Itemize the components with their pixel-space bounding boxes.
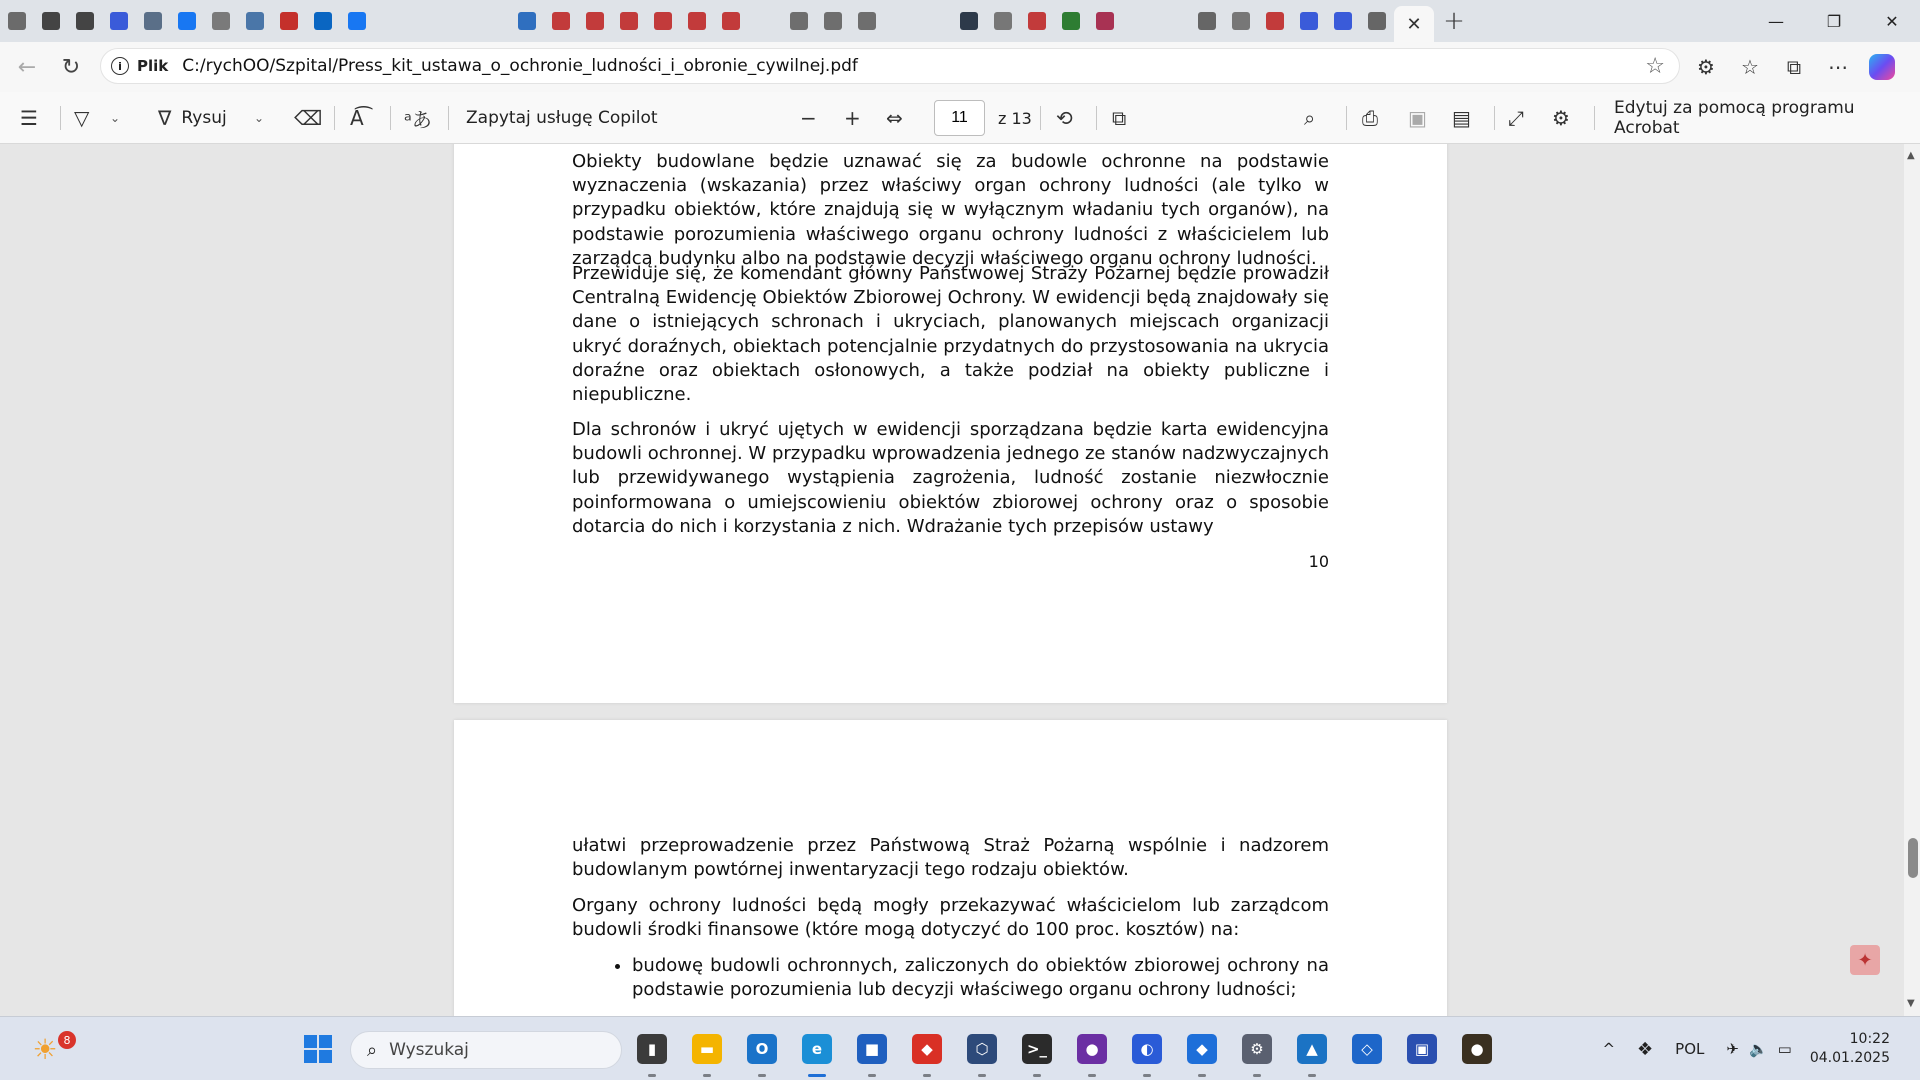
pdf-settings-button[interactable] xyxy=(1552,92,1570,144)
browser-tab[interactable] xyxy=(1122,0,1156,42)
store-icon: ■ xyxy=(857,1034,887,1064)
minimize-button[interactable] xyxy=(1748,0,1804,42)
circle-2-icon xyxy=(1300,12,1318,30)
taskbar-app-file-manager[interactable] xyxy=(628,1017,676,1080)
photos-icon: ▲ xyxy=(1297,1034,1327,1064)
search-button[interactable] xyxy=(1304,92,1315,144)
copilot-button[interactable] xyxy=(1860,47,1904,87)
pdf-page xyxy=(454,144,1447,703)
chevron-down-icon: ⌄ xyxy=(110,111,121,125)
taskbar-app-save-app[interactable] xyxy=(1398,1017,1446,1080)
browser-tab[interactable] xyxy=(306,0,340,42)
collections-button[interactable] xyxy=(1772,47,1816,87)
outlook-icon: O xyxy=(747,1034,777,1064)
page-view-button[interactable] xyxy=(1112,92,1126,144)
translate-button[interactable] xyxy=(404,92,432,144)
minus-icon: − xyxy=(800,106,817,130)
page-view-icon: ⧉ xyxy=(1112,106,1127,130)
page-total: z 13 xyxy=(998,108,1032,128)
new-tab-button[interactable]: + xyxy=(1443,6,1465,36)
browser-tab[interactable] xyxy=(272,0,306,42)
paragraph: Dla schronów i ukryć ujętych w ewidencji sporządzana będzie karta ewidencyjna budowli ochronnej. W przypadku wprowadzenia jednego ze stanów nadzwyczajnych lub przewidywanego wystąpienia zagrożenia, ludność zostanie niezwłocznie poinformowana o umiejscowieniu obiektów zbiorowej ochrony oraz o sposobie dotarcia do nich i korzystania z nich. Wdrażanie tych przepisów ustawy xyxy=(572,419,1329,537)
red-site-icon xyxy=(1096,12,1114,30)
browser-tab[interactable] xyxy=(68,0,102,42)
browser-tab[interactable] xyxy=(170,0,204,42)
chevron-down-icon: ⌄ xyxy=(254,111,265,125)
fullscreen-button[interactable] xyxy=(1508,92,1524,144)
linkedin-icon xyxy=(314,12,332,30)
browser-tab[interactable] xyxy=(544,0,578,42)
browser-tab[interactable] xyxy=(680,0,714,42)
browser-tab[interactable] xyxy=(1360,0,1394,42)
browser-tab[interactable] xyxy=(1292,0,1326,42)
emblem-icon xyxy=(620,12,638,30)
acrobat-badge-icon[interactable]: ✦ xyxy=(1850,945,1880,975)
printer-icon: ⎙ xyxy=(1362,106,1378,130)
volume-icon[interactable]: 🔈 xyxy=(1748,1040,1768,1058)
running-indicator xyxy=(1033,1074,1041,1077)
emblem-icon xyxy=(654,12,672,30)
google-icon xyxy=(858,12,876,30)
save-button[interactable] xyxy=(1408,92,1427,144)
windows-icon xyxy=(304,1035,332,1063)
taskbar xyxy=(0,1016,1920,1080)
browser-tab[interactable] xyxy=(34,0,68,42)
green-site-icon xyxy=(1062,12,1080,30)
youtube-icon xyxy=(280,12,298,30)
divider xyxy=(1096,106,1097,130)
tray-overflow-icon[interactable]: ^ xyxy=(1602,1040,1616,1058)
read-aloud-icon: A͡ xyxy=(350,106,364,130)
browser-tab[interactable] xyxy=(510,0,544,42)
collections-icon: ⧉ xyxy=(1786,55,1802,79)
browser-tab[interactable] xyxy=(986,0,1020,42)
nil-icon xyxy=(960,12,978,30)
scrollbar-thumb[interactable] xyxy=(1908,838,1918,878)
zoom-in-button[interactable] xyxy=(844,92,861,144)
browser-tab[interactable] xyxy=(714,0,748,42)
emblem-icon xyxy=(586,12,604,30)
running-indicator xyxy=(808,1074,826,1077)
save-app-icon: ▣ xyxy=(1407,1034,1437,1064)
clock[interactable] xyxy=(1810,1030,1890,1068)
browser-tab[interactable] xyxy=(476,0,510,42)
more-menu-button[interactable] xyxy=(1816,47,1860,87)
pen-icon: ∇ xyxy=(158,106,172,130)
browser-tab[interactable] xyxy=(1156,0,1190,42)
workspaces-icon xyxy=(42,12,60,30)
divider xyxy=(1346,106,1347,130)
expand-icon: ⤢ xyxy=(1508,106,1524,130)
taskbar-app-terminal[interactable] xyxy=(1013,1017,1061,1080)
browser-tab[interactable] xyxy=(612,0,646,42)
browser-tab[interactable] xyxy=(1326,0,1360,42)
url-text[interactable]: C:/rychOO/Szpital/Press_kit_ustawa_o_ochronie_ludności_i_obronie_cywilnej.pdf xyxy=(182,56,858,76)
running-indicator xyxy=(978,1074,986,1077)
paragraph: Przewiduje się, że komendant główny Państwowej Straży Pożarnej będzie prowadził Centralną Ewidencję Obiektów Zbiorowej Ochrony. W ewidencji będą znajdowały się dane o istniejących schronach i ukryciach, planowanych miejscach organizacji ukryć doraźnych, obiektach potencjalnie przydatnych do przystosowania na ukrycia doraźne oraz obiektach osłonowych, a także podział na obiekty publiczne i niepubliczne. xyxy=(572,263,1329,406)
browser-tab[interactable] xyxy=(1190,0,1224,42)
browser-tab[interactable] xyxy=(374,0,408,42)
document-icon xyxy=(994,12,1012,30)
emblem-icon xyxy=(688,12,706,30)
browser-tab[interactable] xyxy=(340,0,374,42)
browser-tab[interactable] xyxy=(0,0,34,42)
system-tray xyxy=(1602,1017,1920,1080)
taskbar-app-settings[interactable] xyxy=(1233,1017,1281,1080)
scheme-label: Plik xyxy=(137,57,169,75)
read-aloud-button[interactable] xyxy=(350,92,364,144)
running-indicator xyxy=(923,1074,931,1077)
settings-icon: ⚙ xyxy=(1242,1034,1272,1064)
scroll-up-icon[interactable]: ▲ xyxy=(1907,150,1915,161)
running-indicator xyxy=(1198,1074,1206,1077)
arrow-left-icon: ← xyxy=(17,54,37,80)
language-indicator[interactable]: POL xyxy=(1675,1040,1705,1058)
profile-icon xyxy=(8,12,26,30)
address-bar-row xyxy=(0,42,1920,92)
page-number: 10 xyxy=(1308,552,1329,571)
address-input[interactable] xyxy=(100,48,1680,84)
microsoft-icon xyxy=(1164,12,1182,30)
microsoft-icon xyxy=(484,12,502,30)
microsoft-icon xyxy=(926,12,944,30)
browser-tab[interactable] xyxy=(952,0,986,42)
divider xyxy=(390,106,391,130)
sync-app-icon: ◇ xyxy=(1352,1034,1382,1064)
image-icon xyxy=(1232,12,1250,30)
microsoft-icon xyxy=(382,12,400,30)
battery-icon[interactable]: ▭ xyxy=(1777,1040,1792,1058)
taskbar-app-file-explorer[interactable] xyxy=(683,1017,731,1080)
weather-widget[interactable] xyxy=(20,1017,70,1080)
file-manager-icon: ▮ xyxy=(637,1034,667,1064)
draw-label: Rysuj xyxy=(181,108,227,128)
running-indicator xyxy=(1253,1074,1261,1077)
list-item: • budowę budowli ochronnych, zaliczonych do obiektów zbiorowej ochrony na podstawie porozumienia lub decyzji właściwego organu ochrony ludności; xyxy=(632,954,1329,1002)
divider xyxy=(1594,106,1595,130)
taskbar-app-acrobat-app[interactable] xyxy=(903,1017,951,1080)
zoom-out-button[interactable] xyxy=(800,92,817,144)
gear-icon: ⚙ xyxy=(1552,106,1570,130)
save-as-button[interactable] xyxy=(1452,92,1471,144)
taskbar-app-firefox-like[interactable] xyxy=(1123,1017,1171,1080)
defender-icon: ◆ xyxy=(1187,1034,1217,1064)
running-indicator xyxy=(1308,1074,1316,1077)
scroll-down-icon[interactable]: ▼ xyxy=(1907,998,1915,1009)
emblem-icon xyxy=(722,12,740,30)
pdf-toolbar xyxy=(0,92,1920,144)
browser-tab[interactable] xyxy=(238,0,272,42)
pdf-page xyxy=(454,720,1447,1016)
tab-strip xyxy=(0,0,1920,42)
taskbar-app-outlook[interactable] xyxy=(738,1017,786,1080)
taskbar-search[interactable] xyxy=(350,1031,622,1069)
media-app-icon: ● xyxy=(1462,1034,1492,1064)
running-indicator xyxy=(1088,1074,1096,1077)
browser-tab[interactable] xyxy=(884,0,918,42)
circle-2-icon xyxy=(1334,12,1352,30)
taskbar-app-defender[interactable] xyxy=(1178,1017,1226,1080)
microsoft-icon xyxy=(892,12,910,30)
pdf-red-icon xyxy=(1266,12,1284,30)
terminal-icon: >_ xyxy=(1022,1034,1052,1064)
running-indicator xyxy=(648,1074,656,1077)
acrobat-app-icon: ◆ xyxy=(912,1034,942,1064)
page-number-input[interactable] xyxy=(934,100,985,136)
edge-icon: e xyxy=(802,1034,832,1064)
divider xyxy=(448,106,449,130)
list-icon: ☰ xyxy=(20,106,38,130)
vk-icon xyxy=(246,12,264,30)
search-icon: ⌕ xyxy=(367,1039,378,1061)
running-indicator xyxy=(703,1074,711,1077)
microsoft-icon xyxy=(1130,12,1148,30)
taskbar-app-edge[interactable] xyxy=(793,1017,841,1080)
rotate-icon: ⟲ xyxy=(1056,106,1073,130)
browser-tab[interactable] xyxy=(1224,0,1258,42)
close-window-button[interactable] xyxy=(1864,0,1920,42)
info-icon[interactable]: i xyxy=(111,57,129,75)
browser-tab[interactable] xyxy=(646,0,680,42)
active-tab-close-button[interactable]: ✕ xyxy=(1394,6,1434,42)
save-icon: ▣ xyxy=(1408,106,1427,130)
search-site-icon xyxy=(518,12,536,30)
virtualbox-icon: ⬡ xyxy=(967,1034,997,1064)
running-indicator xyxy=(868,1074,876,1077)
paragraph: Obiekty budowlane będzie uznawać się za budowle ochronne na podstawie wyznaczenia (wskazania) przez właściwy organ ochrony ludności (ale tylko w przypadku obiektów, które znajdują się w wyłącznym władaniu tych organów), na podstawie porozumienia właściwego organu ochrony ludności z właścicielem lub zarządcą budynku albo na podstawie decyzji właściwego organu ochrony ludności. xyxy=(572,151,1329,269)
search-placeholder: Wyszukaj xyxy=(389,1040,469,1060)
puzzle-icon: ⚙ xyxy=(1697,55,1715,79)
swoosh-icon xyxy=(1198,12,1216,30)
taskbar-app-sync-app[interactable] xyxy=(1343,1017,1391,1080)
file-explorer-icon: ▬ xyxy=(692,1034,722,1064)
fit-width-button[interactable] xyxy=(886,92,903,144)
camera-icon xyxy=(1368,12,1386,30)
highlight-button[interactable] xyxy=(74,92,89,144)
maximize-button[interactable] xyxy=(1806,0,1862,42)
taskbar-app-media-app[interactable] xyxy=(1453,1017,1501,1080)
search-icon: ⌕ xyxy=(1304,106,1316,130)
favorites-icon: ☆ xyxy=(1741,55,1759,79)
rotate-button[interactable] xyxy=(1056,92,1073,144)
minimize-icon: — xyxy=(1768,11,1784,31)
draw-button[interactable] xyxy=(158,92,227,144)
browser-tab[interactable] xyxy=(578,0,612,42)
browser-tab[interactable] xyxy=(816,0,850,42)
browser-tab[interactable] xyxy=(918,0,952,42)
paragraph: Organy ochrony ludności będą mogły przekazywać właścicielom lub zarządcom budowli środki finansowe (które mogą dotyczyć do 100 proc. kosztów) na: xyxy=(572,895,1329,941)
browser-tab[interactable] xyxy=(1088,0,1122,42)
clock-date: 04.01.2025 xyxy=(1809,1050,1890,1066)
browser-tab[interactable] xyxy=(782,0,816,42)
running-indicator xyxy=(1143,1074,1151,1077)
copilot-ask-button[interactable] xyxy=(466,92,658,144)
paragraph: ułatwi przeprowadzenie przez Państwową Straż Pożarną wspólnie i nadzorem budowlanym powtórnej inwentaryzacji tego rodzaju obiektów. xyxy=(572,835,1329,881)
notification-badge: 8 xyxy=(58,1031,76,1049)
firefox-like-icon: ◐ xyxy=(1132,1034,1162,1064)
google-icon xyxy=(824,12,842,30)
pdf-icon xyxy=(1028,12,1046,30)
tab-actions-icon xyxy=(76,12,94,30)
favorites-button[interactable] xyxy=(1728,47,1772,87)
browser-tab[interactable] xyxy=(442,0,476,42)
browser-tab[interactable] xyxy=(1020,0,1054,42)
github-icon: ● xyxy=(1077,1034,1107,1064)
browser-tab[interactable] xyxy=(850,0,884,42)
running-indicator xyxy=(758,1074,766,1077)
maximize-icon: ❐ xyxy=(1826,11,1842,31)
taskbar-app-github[interactable] xyxy=(1068,1017,1116,1080)
back-button[interactable] xyxy=(4,47,50,87)
browser-tab[interactable] xyxy=(102,0,136,42)
close-icon: ✕ xyxy=(1885,11,1899,31)
copilot-ask-label: Zapytaj usługę Copilot xyxy=(466,108,658,128)
circle-2-icon xyxy=(110,12,128,30)
bullet-list xyxy=(572,954,1329,1002)
fit-width-icon: ⇔ xyxy=(886,106,903,130)
instagram-icon xyxy=(212,12,230,30)
facebook-icon xyxy=(178,12,196,30)
browser-tab[interactable] xyxy=(408,0,442,42)
microsoft-icon xyxy=(756,12,774,30)
taskbar-app-virtualbox[interactable] xyxy=(958,1017,1006,1080)
google-icon xyxy=(790,12,808,30)
erase-button[interactable] xyxy=(294,92,322,144)
browser-toolbar-actions xyxy=(1684,42,1904,92)
translate-icon: ᵃあ xyxy=(404,107,432,132)
microsoft-icon xyxy=(450,12,468,30)
browser-tab[interactable] xyxy=(1258,0,1292,42)
clock-time: 10:22 xyxy=(1849,1031,1890,1047)
lines-icon xyxy=(144,12,162,30)
facebook-icon xyxy=(348,12,366,30)
taskbar-app-photos[interactable] xyxy=(1288,1017,1336,1080)
plus-icon: + xyxy=(844,106,861,130)
divider xyxy=(334,106,335,130)
start-button[interactable] xyxy=(296,1017,340,1080)
browser-tab[interactable] xyxy=(1054,0,1088,42)
refresh-button[interactable] xyxy=(48,47,94,87)
airplane-mode-icon[interactable]: ✈ xyxy=(1726,1040,1739,1058)
save-as-icon: ▤ xyxy=(1452,106,1471,130)
highlight-dropdown[interactable] xyxy=(110,92,120,144)
divider xyxy=(1040,106,1041,130)
eraser-icon: ⌫ xyxy=(294,106,323,130)
browser-tab[interactable] xyxy=(204,0,238,42)
emblem-icon xyxy=(552,12,570,30)
favorite-star-icon[interactable]: ☆ xyxy=(1645,53,1665,79)
copilot-icon xyxy=(1869,54,1895,80)
divider xyxy=(60,106,61,130)
edit-acrobat-button[interactable] xyxy=(1614,92,1920,144)
taskbar-app-store[interactable] xyxy=(848,1017,896,1080)
edit-acrobat-label: Edytuj za pomocą programu Acrobat xyxy=(1614,98,1855,138)
divider xyxy=(1494,106,1495,130)
vertical-scrollbar[interactable] xyxy=(1904,144,1920,1016)
extensions-button[interactable] xyxy=(1684,47,1728,87)
pdf-viewer[interactable] xyxy=(0,144,1904,1016)
microsoft-icon xyxy=(416,12,434,30)
ellipsis-icon: ⋯ xyxy=(1828,55,1848,79)
print-button[interactable] xyxy=(1362,92,1378,144)
browser-tab[interactable] xyxy=(748,0,782,42)
refresh-icon: ↻ xyxy=(61,54,81,80)
highlighter-icon: ▽ xyxy=(74,106,90,130)
weather-icon: ☀ xyxy=(32,1032,58,1066)
draw-dropdown[interactable] xyxy=(254,92,264,144)
browser-tab[interactable] xyxy=(136,0,170,42)
dropbox-icon[interactable]: ❖ xyxy=(1637,1038,1654,1060)
contents-button[interactable] xyxy=(20,92,38,144)
